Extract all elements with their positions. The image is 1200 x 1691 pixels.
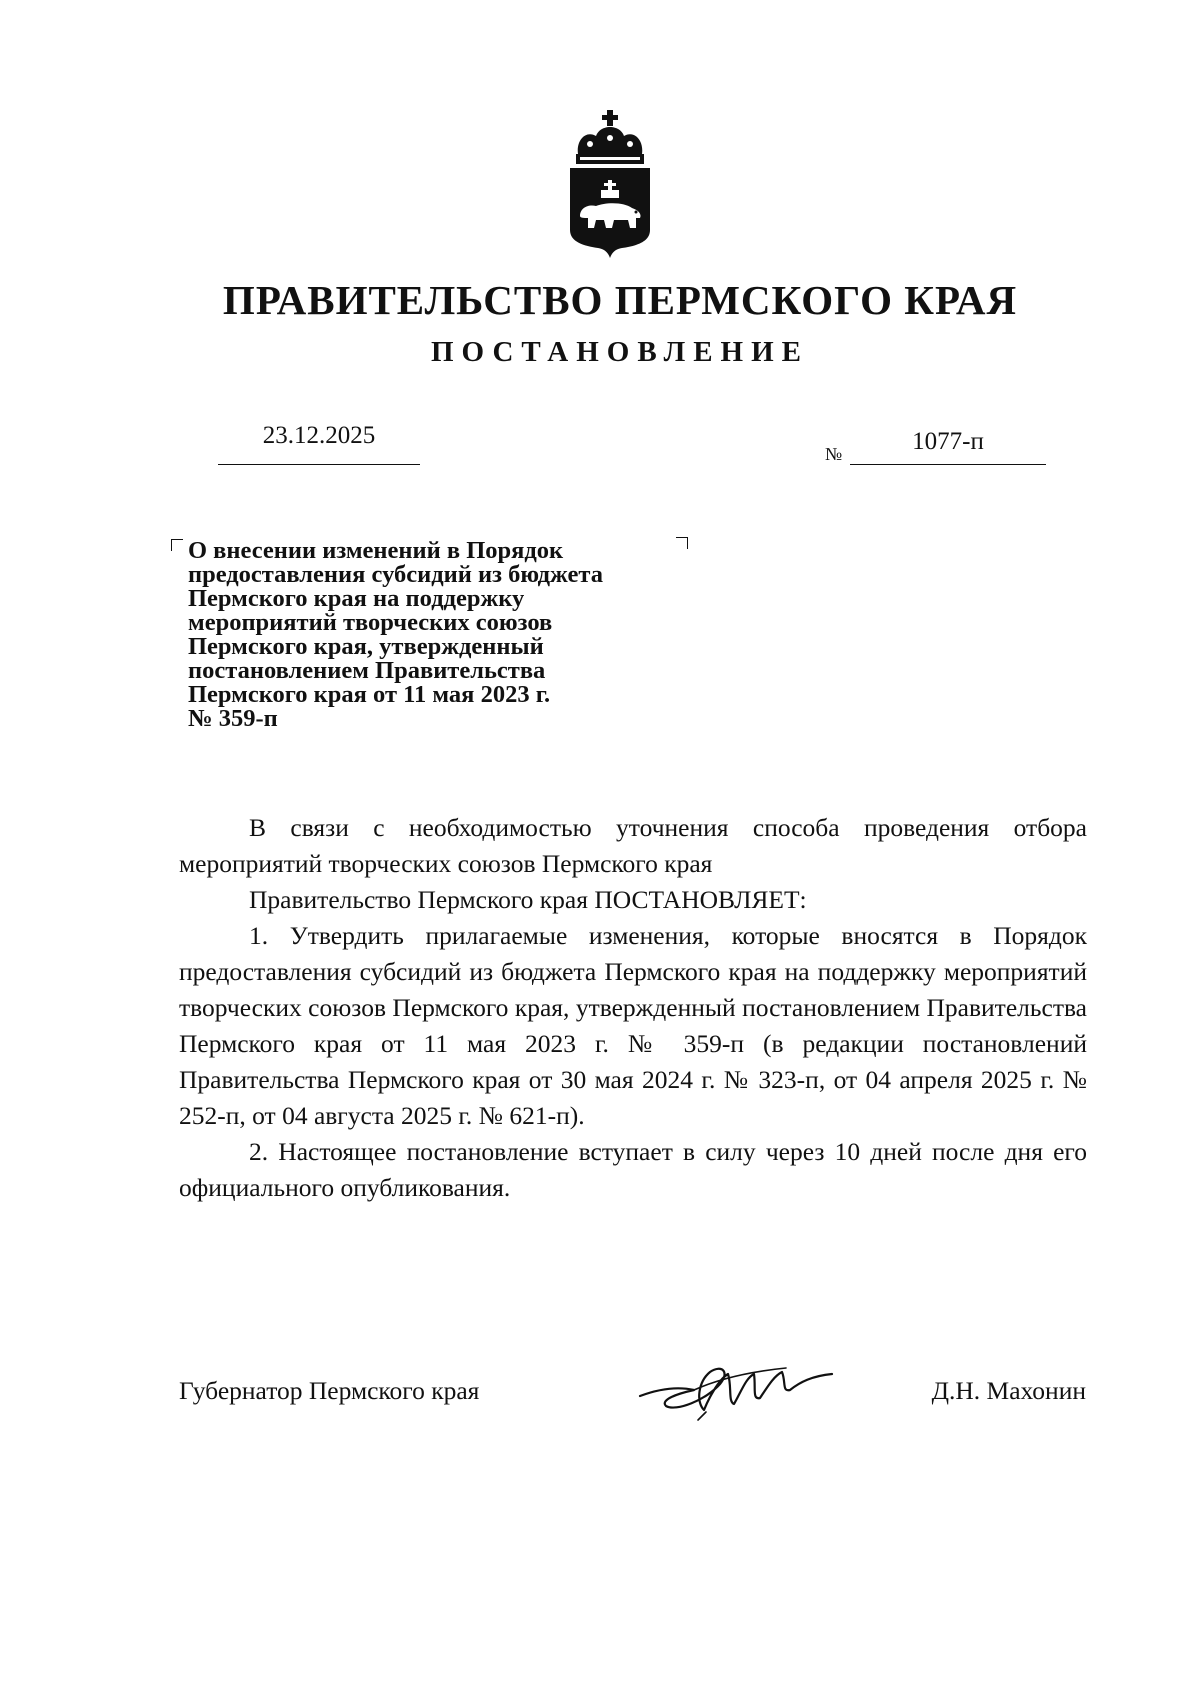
document-number: 1077-п xyxy=(912,428,984,455)
subject-bracket-left xyxy=(171,539,183,551)
perm-krai-coat-of-arms-icon xyxy=(566,110,654,260)
decree-body xyxy=(179,810,1087,1206)
subject-line: постановлением Правительства xyxy=(188,657,546,684)
subject-line: О внесении изменений в Порядок xyxy=(188,537,564,564)
body-paragraph-preamble: В связи с необходимостью уточнения способа проведения отбора мероприятий творческих союзов Пермского края xyxy=(179,813,1087,878)
decree-subject xyxy=(188,539,688,731)
body-paragraph-resolves: Правительство Пермского края ПОСТАНОВЛЯЕТ: xyxy=(249,885,807,914)
subject-line: Пермского края на поддержку xyxy=(188,585,525,612)
document-number-field xyxy=(850,424,1046,465)
document-type: ПОСТАНОВЛЕНИЕ xyxy=(430,336,809,368)
signatory-position: Губернатор Пермского края xyxy=(179,1376,480,1405)
document-date-field xyxy=(218,420,420,465)
subject-line: Пермского края от 11 мая 2023 г. xyxy=(188,681,551,708)
handwritten-signature xyxy=(636,1350,836,1422)
number-sign: № xyxy=(825,444,843,464)
subject-line: предоставления субсидий из бюджета xyxy=(188,561,603,588)
body-paragraph-item-2: 2. Настоящее постановление вступает в силу через 10 дней после дня его официального опубликования. xyxy=(179,1137,1087,1202)
subject-line: мероприятий творческих союзов xyxy=(188,609,553,636)
document-date: 23.12.2025 xyxy=(262,422,376,449)
subject-line: № 359-п xyxy=(188,705,278,732)
organization-title: ПРАВИТЕЛЬСТВО ПЕРМСКОГО КРАЯ xyxy=(222,277,1018,323)
signatory-name: Д.Н. Махонин xyxy=(931,1376,1086,1405)
body-paragraph-item-1: 1. Утвердить прилагаемые изменения, которые вносятся в Порядок предоставления субсидий из бюджета Пермского края на поддержку мероприятий творческих союзов Пермского края, утвержденный постановлением Правительства Пермского края от 11 мая 2023 г. № 359-п (в редакции постановлений Правительства Пермского края от 30 мая 2024 г. № 323-п, от 04 апреля 2025 г. № 252-п, от 04 августа 2025 г. № 621-п). xyxy=(179,921,1087,1130)
subject-line: Пермского края, утвержденный xyxy=(188,633,544,660)
